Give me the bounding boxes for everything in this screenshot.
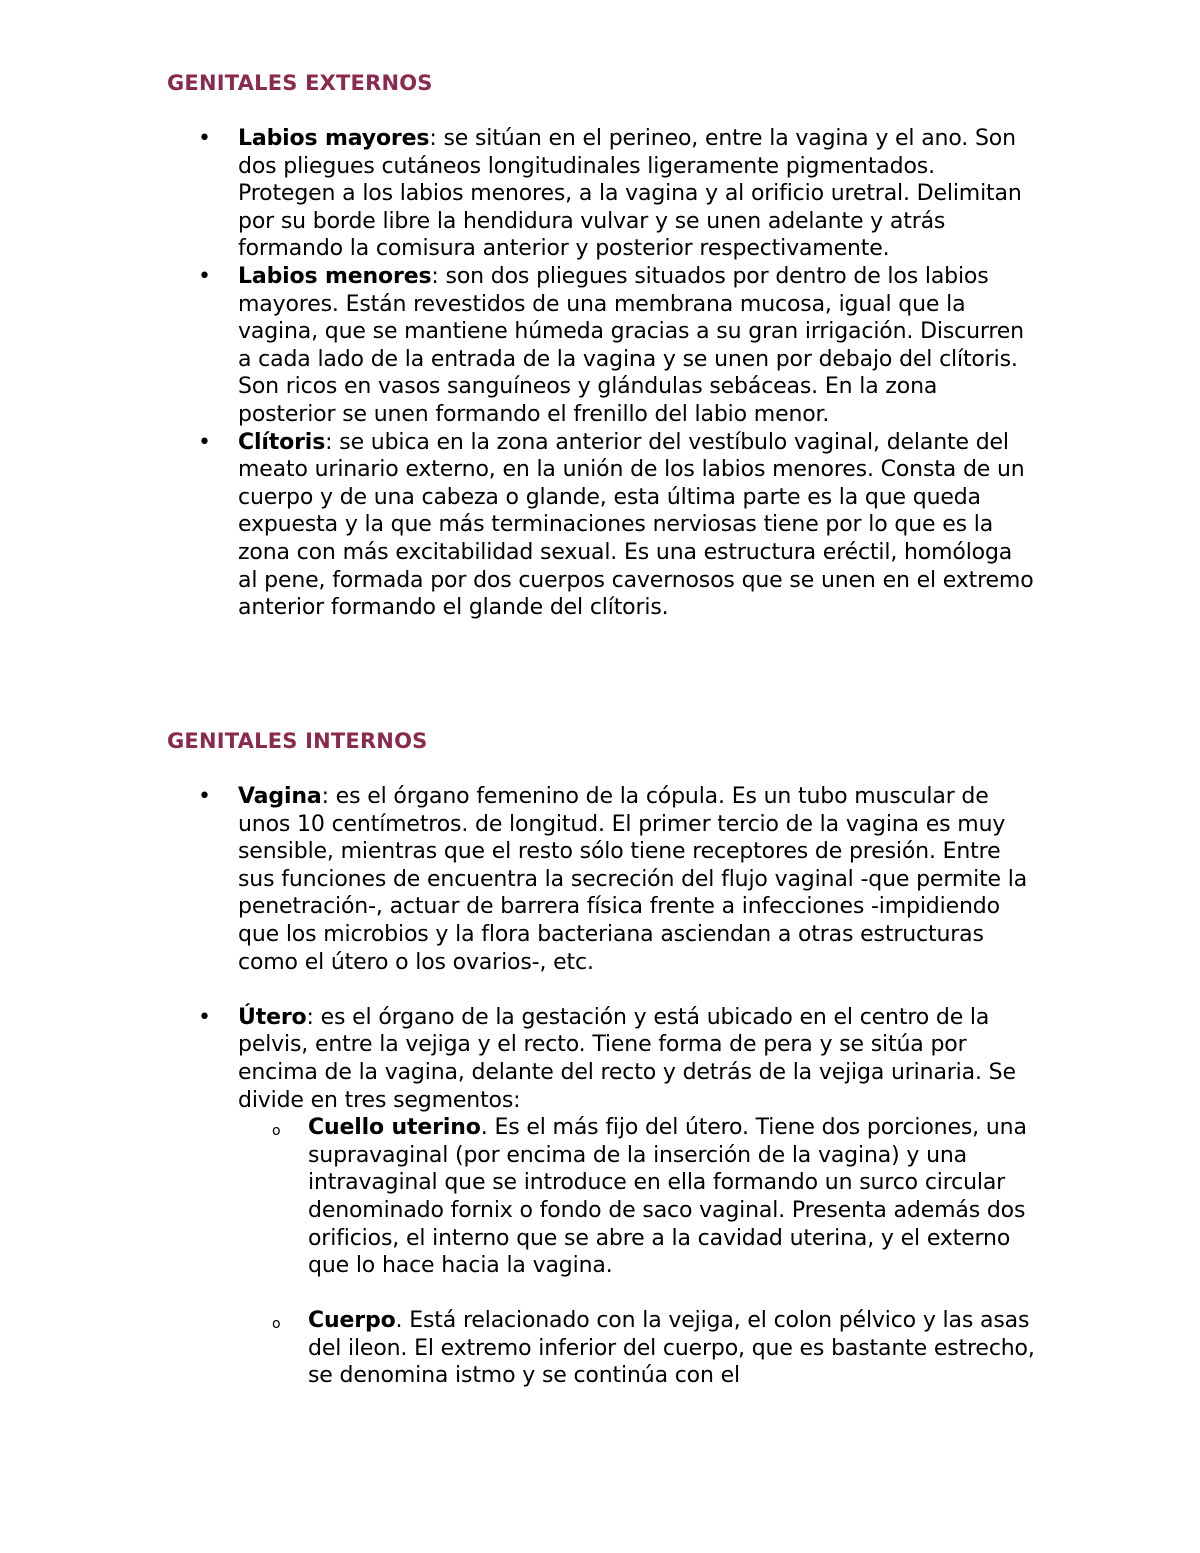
internal-genitals-list (0, 783, 1038, 1390)
circle-bullet-icon: o (272, 1123, 281, 1140)
list-item-clitoris (198, 429, 1038, 622)
description-utero: : es el órgano de la gestación y está ubicado en el centro de la pelvis, entre la vejiga y el recto. Tiene forma de pera y se sitúa por encima de la vagina, delante del recto y detrás de la vejiga urinaria. Se divide en tres segmentos: (238, 1004, 1016, 1113)
list-item-vagina (198, 783, 1038, 976)
list-item-labios-mayores (198, 125, 1038, 263)
list-item-utero (198, 1004, 1038, 1390)
term-labios-menores: Labios menores (238, 263, 432, 289)
bullet-icon: • (198, 126, 211, 151)
term-cuerpo: Cuerpo (308, 1308, 396, 1334)
bullet-icon: • (198, 263, 211, 289)
utero-segments-list (238, 1114, 1038, 1390)
description-vagina: : es el órgano femenino de la cópula. Es un tubo muscular de unos 10 centímetros. de longitud. El primer tercio de la vagina es muy sensible, mientras que el resto sólo tiene receptores de presión. Entre sus funciones de encuentra la secreción del flujo vaginal -que permite la penetración-, actuar de barrera física frente a infecciones -impidiendo que los microbios y la flora bacteriana asciendan a otras estructuras como el útero o los ovarios-, etc. (238, 784, 1028, 975)
term-clitoris: Clítoris (238, 429, 326, 455)
description-cuello-uterino: . Es el más fijo del útero. Tiene dos porciones, una supravaginal (por encima de la inserción de la vagina) y una intravaginal que se introduce en ella formando un surco circular denominado fornix o fondo de saco vaginal. Presenta además dos orificios, el interno que se abre a la cavidad uterina, y el externo que lo hace hacia la vagina. (308, 1115, 1027, 1279)
description-clitoris: : se ubica en la zona anterior del vestíbulo vaginal, delante del meato urinario externo, en la unión de los labios menores. Consta de un cuerpo y de una cabeza o glande, esta última parte es la que queda expuesta y la que más terminaciones nerviosas tiene por lo que es la zona con más excitabilidad sexual. Es una estructura eréctil, homóloga al pene, formada por dos cuerpos cavernosos que se unen en el extremo anterior formando el glande del clítoris. (238, 429, 1034, 621)
external-genitals-list (0, 125, 1038, 622)
description-cuerpo: . Está relacionado con la vejiga, el colon pélvico y las asas del ileon. El extremo inferior del cuerpo, que es bastante estrecho, se denomina istmo y se continúa con el (308, 1308, 1035, 1389)
bullet-icon: • (198, 784, 211, 809)
description-labios-menores: : son dos pliegues situados por dentro de los labios mayores. Están revestidos de una membrana mucosa, igual que la vagina, que se mantiene húmeda gracias a su gran irrigación. Discurren a cada lado de la entrada de la vagina y se unen por debajo del clítoris. Son ricos en vasos sanguíneos y glándulas sebáceas. En la zona posterior se unen formando el frenillo del labio menor. (238, 263, 1024, 427)
term-cuello-uterino: Cuello uterino (308, 1115, 481, 1141)
circle-bullet-icon: o (272, 1316, 281, 1333)
sublist-item-cuello-uterino (272, 1114, 1038, 1280)
bullet-icon: • (198, 429, 211, 455)
term-labios-mayores: Labios mayores (238, 126, 430, 151)
heading-internal-genitals: GENITALES INTERNOS (167, 729, 428, 753)
term-vagina: Vagina (238, 784, 322, 809)
bullet-icon: • (198, 1004, 211, 1030)
heading-external-genitals: GENITALES EXTERNOS (167, 71, 433, 95)
sublist-item-cuerpo (272, 1307, 1038, 1390)
list-item-labios-menores (198, 263, 1038, 429)
description-labios-mayores: : se sitúan en el perineo, entre la vagina y el ano. Son dos pliegues cutáneos longitudinales ligeramente pigmentados. Protegen a los labios menores, a la vagina y al orificio uretral. Delimitan por su borde libre la hendidura vulvar y se unen adelante y atrás formando la comisura anterior y posterior respectivamente. (238, 126, 1022, 262)
term-utero: Útero (238, 1004, 307, 1030)
